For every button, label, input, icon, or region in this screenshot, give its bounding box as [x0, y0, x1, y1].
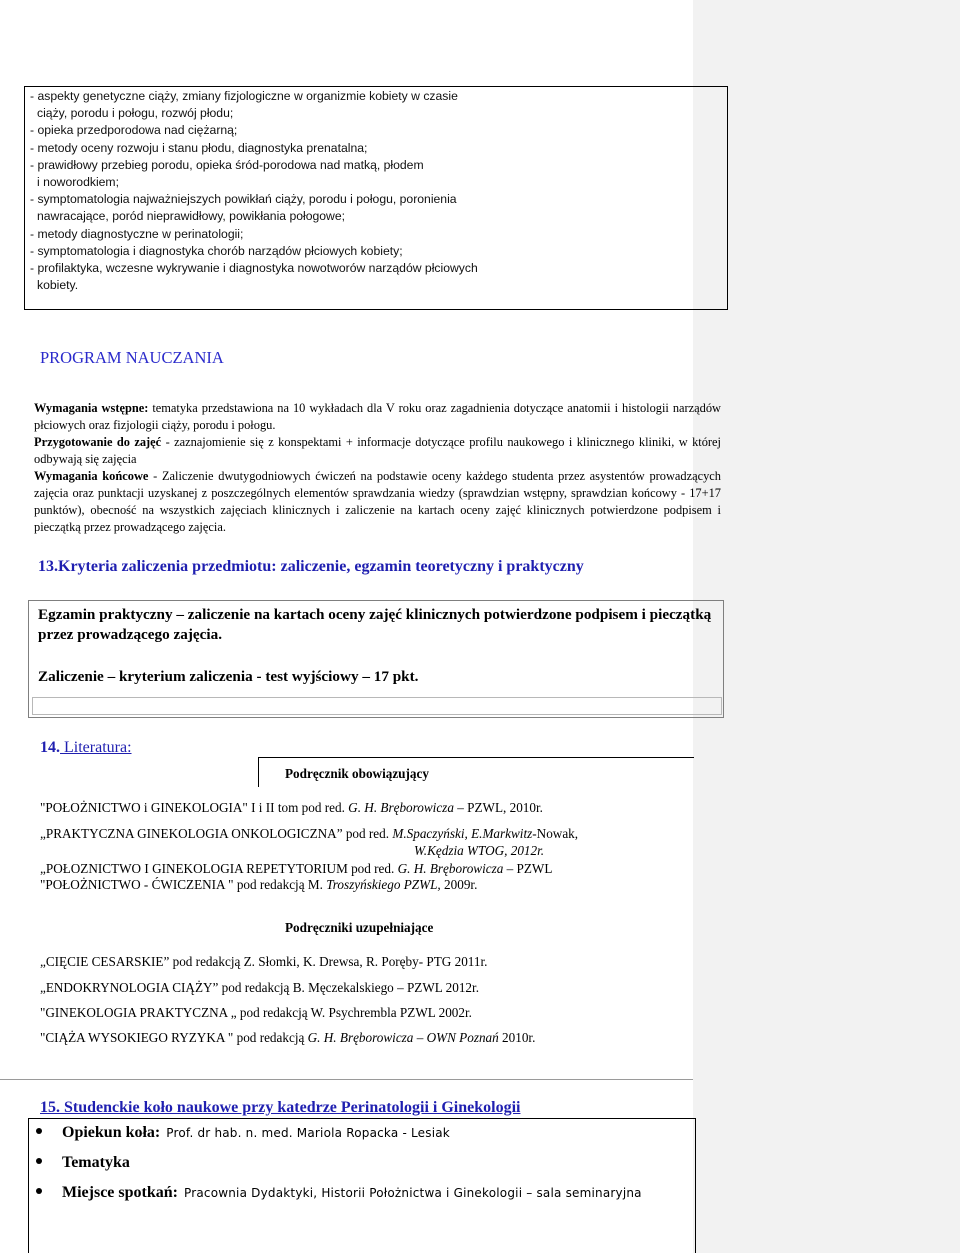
goal-line: - metody oceny rozwoju i stanu płodu, diagnostyka prenatalna;	[30, 140, 368, 155]
required-book-2-continued	[414, 843, 544, 859]
student-club-supervisor	[36, 1124, 450, 1142]
supplementary-book-4	[40, 1030, 535, 1046]
book-title: „POŁOZNICTWO I GINEKOLOGIA REPETYTORIUM pod red.	[40, 861, 398, 876]
requirements-block	[34, 400, 721, 536]
goal-line: nawracające, poród nieprawidłowy, powikłania połogowe;	[37, 209, 346, 224]
final-requirements	[34, 468, 721, 536]
book-editor: Troszyńskiego PZWL,	[326, 877, 445, 892]
bullet-icon	[36, 1158, 42, 1164]
program-heading: PROGRAM NAUCZANIA	[40, 348, 224, 367]
book-editor: G. H. Bręborowicza –	[348, 800, 468, 815]
goal-line: - opieka przedporodowa nad ciężarną;	[30, 123, 238, 138]
goal-line: kobiety.	[37, 278, 79, 293]
goal-line: ciąży, porodu i połogu, rozwój płodu;	[37, 106, 234, 121]
learning-goals-list	[30, 88, 720, 294]
supplementary-textbooks-heading: Podręczniki uzupełniające	[285, 920, 434, 935]
literature-table-left-border	[258, 757, 259, 787]
practical-exam-label: Egzamin praktyczny	[38, 606, 173, 623]
book-title: "POŁOŻNICTWO - ĆWICZENIA " pod redakcją M.	[40, 877, 327, 892]
bullet-icon	[36, 1188, 42, 1194]
class-preparation-text: - zaznajomienie się z konspektami + informacje dotyczące profilu naukowego i klinicznego kliniki, w której odbywają się zajęcia	[34, 435, 722, 466]
required-textbook-heading: Podręcznik obowiązujący	[285, 766, 429, 781]
comment-margin-panel	[693, 0, 960, 1253]
final-requirements-label: Wymagania końcowe	[34, 469, 149, 483]
book-title: "POŁOŻNICTWO i GINEKOLOGIA" I i II tom pod red.	[40, 800, 349, 815]
supervisor-label: Opiekun koła:	[62, 1124, 161, 1141]
required-book-4	[40, 877, 477, 893]
goal-line: - aspekty genetyczne ciąży, zmiany fizjologiczne w organizmie kobiety w czasie	[30, 89, 458, 103]
practical-exam-dash: –	[172, 606, 188, 623]
book-year: 2010r.	[502, 1030, 536, 1045]
book-publisher: PZWL, 2010r.	[467, 800, 543, 815]
bullet-icon	[36, 1128, 42, 1134]
goal-line: - symptomatologia i diagnostyka chorób narządów płciowych kobiety;	[30, 243, 403, 258]
initial-requirements	[34, 400, 721, 434]
goal-line: - metody diagnostyczne w perinatologii;	[30, 226, 244, 241]
book-publisher: PZWL	[516, 861, 553, 876]
section-13-heading	[38, 558, 584, 576]
section-13-number: 13.	[38, 558, 58, 575]
supplementary-book-3: "GINEKOLOGIA PRAKTYCZNA „ pod redakcją W. Psychrembla PZWL 2002r.	[40, 1005, 472, 1020]
required-book-3	[40, 861, 552, 877]
book-editor: W.Kędzia WTOG, 2012r.	[414, 843, 545, 858]
meeting-place-value: Pracownia Dydaktyki, Historii Położnictwa i Ginekologii – sala seminaryjna	[183, 1186, 642, 1200]
initial-requirements-text: tematyka przedstawiona na 10 wykładach dla V roku oraz zagadnienia dotyczące anatomii i histologii narządów płciowych oraz fizjologii ciąży, porodu i połogu.	[34, 401, 722, 432]
literature-table-top-border	[258, 757, 694, 758]
student-club-topics	[36, 1154, 130, 1172]
section-divider	[0, 1079, 693, 1080]
book-editor: G. H. Bręborowicza – OWN Poznań	[307, 1030, 503, 1045]
section-14-title: Literatura:	[60, 739, 132, 756]
class-preparation-label: Przygotowanie do zajęć	[34, 435, 162, 449]
book-editor: M.Spaczyński, E.Markwitz-	[392, 826, 537, 841]
goal-line: i noworodkiem;	[37, 175, 119, 190]
criteria-empty-row	[32, 697, 722, 715]
supplementary-book-1: „CIĘCIE CESARSKIE” pod redakcją Z. Słomki, K. Drewsa, R. Poręby- PTG 2011r.	[40, 954, 488, 969]
required-book-1	[40, 800, 543, 816]
required-book-2	[40, 826, 578, 842]
book-publisher: 2009r.	[444, 877, 478, 892]
topics-label: Tematyka	[62, 1154, 130, 1171]
student-club-meeting-place	[36, 1184, 642, 1202]
supervisor-value: Prof. dr hab. n. med. Mariola Ropacka - Lesiak	[166, 1126, 450, 1140]
goal-line: - profilaktyka, wczesne wykrywanie i diagnostyka nowotworów narządów płciowych	[30, 261, 478, 276]
section-14-heading	[40, 739, 132, 757]
book-publisher: Nowak,	[536, 826, 579, 841]
class-preparation	[34, 434, 721, 468]
credit-criterion: Zaliczenie – kryterium zaliczenia - test wyjściowy – 17 pkt.	[38, 668, 419, 685]
practical-exam-text	[38, 605, 718, 645]
book-editor: G. H. Bręborowicza –	[397, 861, 517, 876]
section-13-title: Kryteria zaliczenia przedmiotu: zaliczenie, egzamin teoretyczny i praktyczny	[58, 558, 584, 575]
meeting-place-label: Miejsce spotkań:	[62, 1184, 178, 1201]
goal-line: - symptomatologia najważniejszych powikłań ciąży, porodu i połogu, poronienia	[30, 192, 457, 207]
section-14-number: 14.	[40, 739, 60, 756]
goal-line: - prawidłowy przebieg porodu, opieka śród-porodowa nad matką, płodem	[30, 157, 424, 172]
section-15-heading: 15. Studenckie koło naukowe przy katedrze Perinatologii i Ginekologii	[40, 1099, 521, 1116]
initial-requirements-label: Wymagania wstępne:	[34, 401, 149, 415]
practical-exam-description: zaliczenie na kartach oceny zajęć klinicznych potwierdzone podpisem i pieczątką przez prowadzącego zajęcia.	[38, 606, 712, 643]
book-title: „PRAKTYCZNA GINEKOLOGIA ONKOLOGICZNA” pod red.	[40, 826, 393, 841]
book-title: "CIĄŻA WYSOKIEGO RYZYKA " pod redakcją	[40, 1030, 308, 1045]
supplementary-book-2: „ENDOKRYNOLOGIA CIĄŻY” pod redakcją B. Męczekalskiego – PZWL 2012r.	[40, 980, 479, 995]
final-requirements-text: - Zaliczenie dwutygodniowych ćwiczeń na podstawie oceny każdego studenta przez asystentów prowadzących zajęcia oraz punktacji uzyskanej z poszczególnych elementów sprawdzania wiedzy (sprawdzian wstępny, sprawdzian końcowy - 17+17 punktów), obecność na wszystkich zajęciach klinicznych i zaliczenie na kartach oceny zajęć klinicznych potwierdzone podpisem i pieczątką przez prowadzącego zajęcia.	[34, 469, 722, 534]
